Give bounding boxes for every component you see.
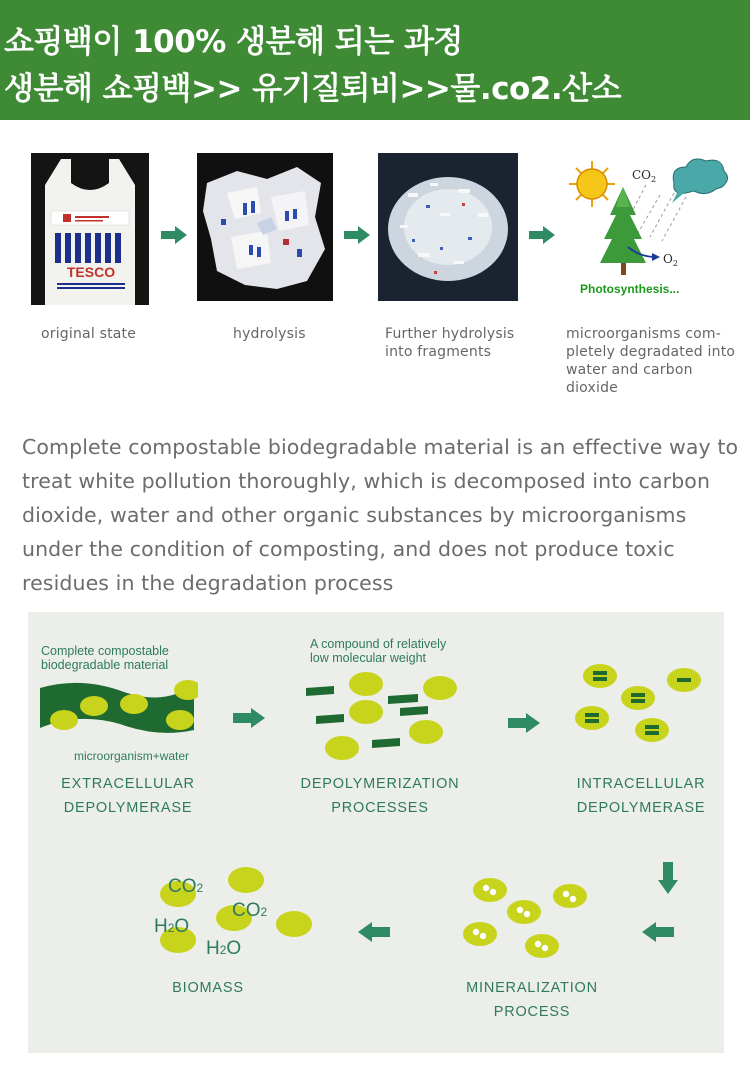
shopping-bag-photo xyxy=(31,153,149,305)
arrow-right-icon xyxy=(508,713,540,737)
step-extracellular-depolymerase: EXTRACELLULAR DEPOLYMERASE xyxy=(61,776,195,816)
title-line-1: 쇼핑백이 100% 생분해 되는 과정 xyxy=(4,24,463,60)
arrow-right-icon xyxy=(233,708,265,732)
biomass-h2o-label-2: H2O xyxy=(206,938,242,959)
step-intracellular-depolymerase: INTRACELLULAR DEPOLYMERASE xyxy=(576,776,706,816)
cloud-icon xyxy=(672,159,728,203)
biomass-h2o-label-1: H2O xyxy=(154,916,190,937)
material-strip-illustration xyxy=(38,676,198,740)
title-line-2: 생분해 쇼핑백>> 유기질퇴비>>물.co2.산소 xyxy=(4,71,622,107)
arrow-left-icon xyxy=(642,922,674,946)
mineralization-cells-illustration xyxy=(458,874,598,968)
photosynthesis-illustration xyxy=(566,153,730,301)
caption-hydrolysis: hydrolysis xyxy=(233,326,306,342)
step-mineralization-process: MINERALIZATION PROCESS xyxy=(466,980,598,1020)
step-biomass: BIOMASS xyxy=(172,980,244,996)
step-depolymerization-processes: DEPOLYMERIZATION PROCESSES xyxy=(300,776,460,816)
photosynthesis-label: Photosynthesis... xyxy=(580,282,680,296)
biomass-co2-label-1: CO2 xyxy=(168,876,204,897)
arrow-left-icon xyxy=(358,922,390,946)
fragments-photo xyxy=(378,153,518,301)
svg-text:O2: $O_2$ xyxy=(663,252,678,268)
hydrolysis-photo xyxy=(197,153,333,301)
svg-text:CO2: $CO_2$ xyxy=(632,168,657,184)
microorganism-water-label: microorganism+water xyxy=(74,749,190,763)
material-label: Complete compostable biodegradable material xyxy=(41,644,169,672)
intracellular-cells-illustration xyxy=(568,660,708,754)
arrow-right-icon xyxy=(344,226,370,244)
compound-fragments-illustration xyxy=(296,668,466,772)
caption-microorganisms: microorganisms com- pletely degradated into water and carbon dioxide xyxy=(566,326,736,396)
title-banner xyxy=(0,0,750,120)
arrow-right-icon xyxy=(529,226,555,244)
svg-text:TESCO: TESCO xyxy=(66,264,116,280)
arrow-right-icon xyxy=(161,226,187,244)
compound-label: A compound of relatively low molecular weight xyxy=(310,637,447,665)
caption-further-hydrolysis: Further hydrolysis into fragments xyxy=(385,326,515,360)
arrow-down-icon xyxy=(658,862,678,898)
caption-original-state: original state xyxy=(41,326,137,342)
degradation-process-panel xyxy=(28,612,724,1053)
sun-icon xyxy=(569,161,615,207)
description-paragraph: Complete compostable biodegradable material is an effective way to treat white pollution thoroughly, which is decomposed into carbon dioxide, water and other organic substances by microorganisms under the condition of composting, and does not produce toxic residues in the degradation process xyxy=(22,435,739,595)
biomass-co2-label-2: CO2 xyxy=(232,900,268,921)
